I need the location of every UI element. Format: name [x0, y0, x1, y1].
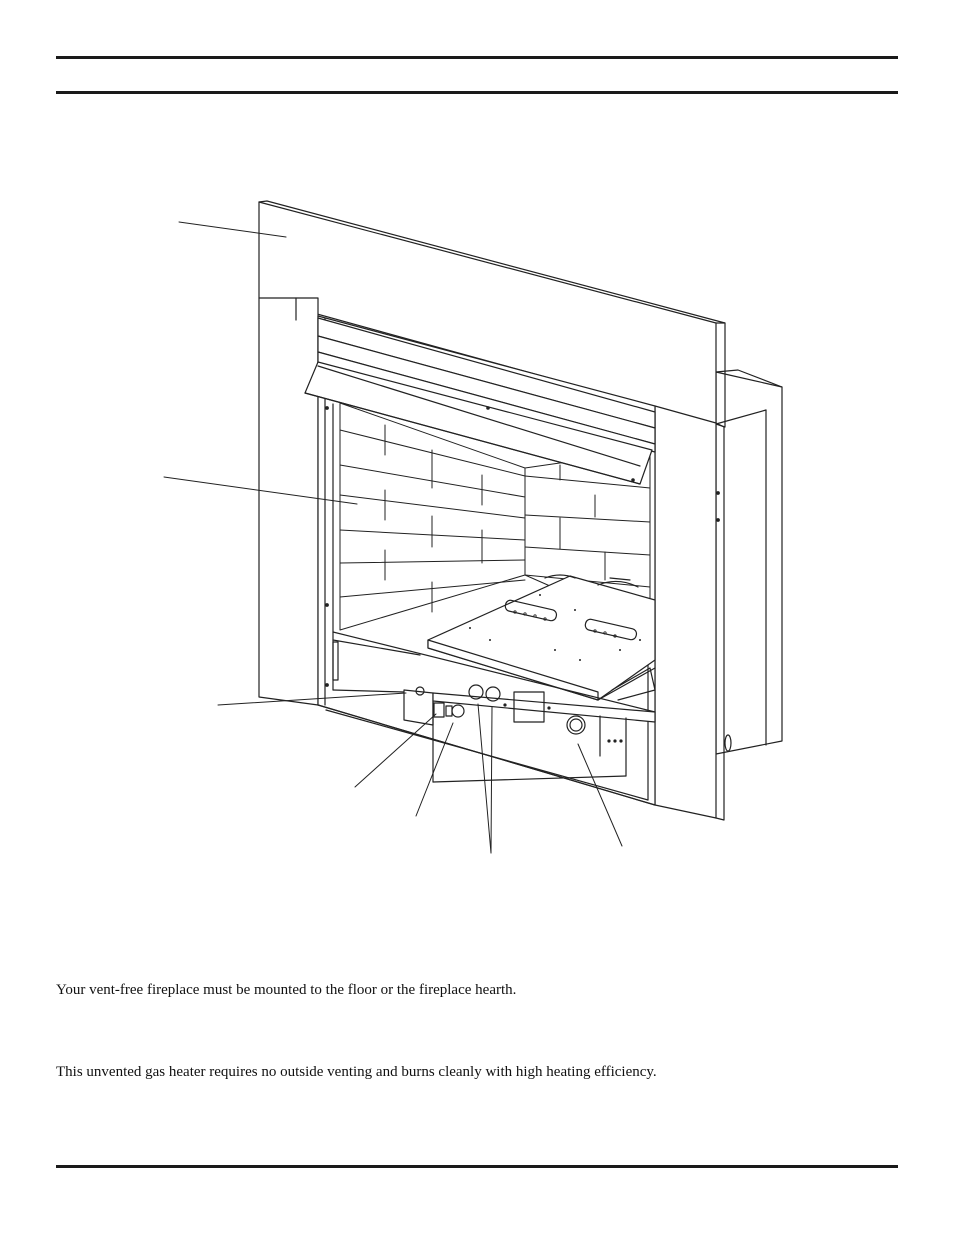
unit-side-box: [716, 370, 782, 754]
fireplace-illustration: [0, 180, 954, 870]
footer-rule: [56, 1165, 898, 1168]
header-rule-bottom: [56, 91, 898, 94]
venting-paragraph: This unvented gas heater requires no outside venting and burns cleanly with high heating efficiency.: [56, 1064, 657, 1080]
mounting-paragraph: Your vent-free fireplace must be mounted to the floor or the fireplace hearth.: [56, 982, 517, 998]
header-rule-top: [56, 56, 898, 59]
right-panel: [655, 406, 724, 820]
left-panel: [259, 298, 318, 705]
